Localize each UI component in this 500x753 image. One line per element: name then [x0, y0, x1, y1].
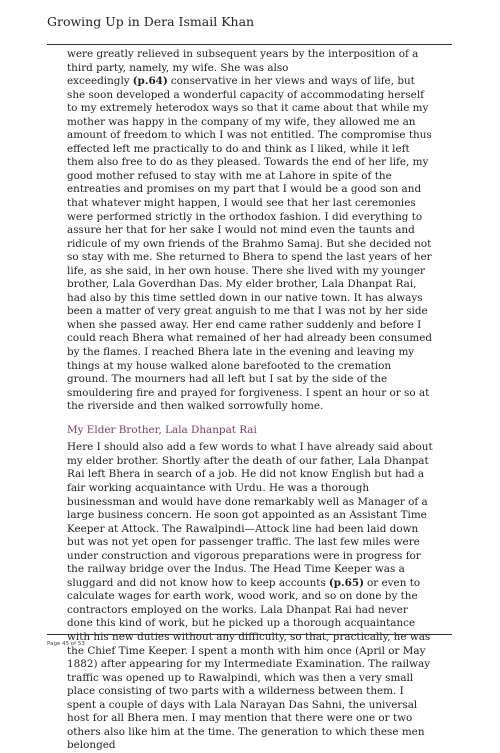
- page-number: Page 45 of 53: [47, 641, 85, 647]
- page-body: [67, 48, 435, 753]
- footer-divider: [47, 634, 452, 635]
- page-reference: (p.65): [328, 576, 364, 589]
- running-header: Growing Up in Dera Ismail Khan: [47, 14, 255, 29]
- section-heading: My Elder Brother, Lala Dhanpat Rai: [67, 423, 257, 436]
- paragraph: were greatly relieved in subsequent years by the interposition of a third party, namely, my wife. She was also exceedingly (p.64) conservative in her views and ways of life, but she soon developed a wonderful capacity of accommodating herself to my extremely heterodox ways so that it came about that while my mother was happy in the company of my wife, they allowed me an amount of freedom to which I was not entitled. The compromise thus effected left me practically to do and think as I liked, while it left them also free to do as they pleased. Towards the end of her life, my good mother refused to stay with me at Lahore in spite of the entreaties and promises on my part that I would be a good son and that whatever might happen, I would see that her last ceremonies were performed strictly in the orthodox fashion. I did everything to assure her that for her sake I would not mind even the taunts and ridicule of my own friends of the Brahmo Samaj. But she decided not so stay with me. She returned to Bhera to spend the last years of her life, as she said, in her own house. There she lived with my younger brother, Lala Goverdhan Das. My elder brother, Lala Dhanpat Rai, had also by this time settled down in our native town. It has always been a matter of very great anguish to me that I was not by her side when she passed away. Her end came rather suddenly and before I could reach Bhera what remained of her had already been consumed by the flames. I reached Bhera late in the evening and leaving my things at my house walked alone barefooted to the cremation ground. The mourners had all left but I sat by the side of the smouldering fire and prayed for forgiveness. I spent an hour or so at the riverside and then walked sorrowfully home.: [67, 48, 433, 413]
- page-reference: (p.64): [132, 75, 168, 88]
- header-divider: [47, 44, 452, 45]
- paragraph: Here I should also add a few words to what I have already said about my elder brother. Shortly after the death of our father, Lala Dhanpat Rai left Bhera in search of a job. He did not know English but had a fair working acquaintance with Urdu. He was a thorough businessman and would have done remarkably well as Manager of a large business concern. He soon got appointed as an Assistant Time Keeper at Attock. The Rawalpindi—Attock line had been laid down but was not yet open for passenger traffic. The last few miles were under construction and vigorous preparations were in progress for the railway bridge over the Indus. The Head Time Keeper was a sluggard and did not know how to keep accounts (p.65) or even to calculate wages for earth work, wood work, and so on done by the contractors employed on the works. Lala Dhanpat Rai had never done this kind of work, but he picked up a thorough acquaintance with his new duties without any difficulty, so that, practically, he was the Chief Time Keeper. I spent a month with him once (April or May 1882) after appearing for my Intermediate Examination. The railway traffic was opened up to Rawalpindi, which was then a very small place consisting of two parts with a wilderness between them. I spent a couple of days with Lala Narayan Das Sahni, the universal host for all Bhera men. I may mention that there were one or two others also like him at the time. The generation to which these men belonged: [67, 441, 433, 752]
